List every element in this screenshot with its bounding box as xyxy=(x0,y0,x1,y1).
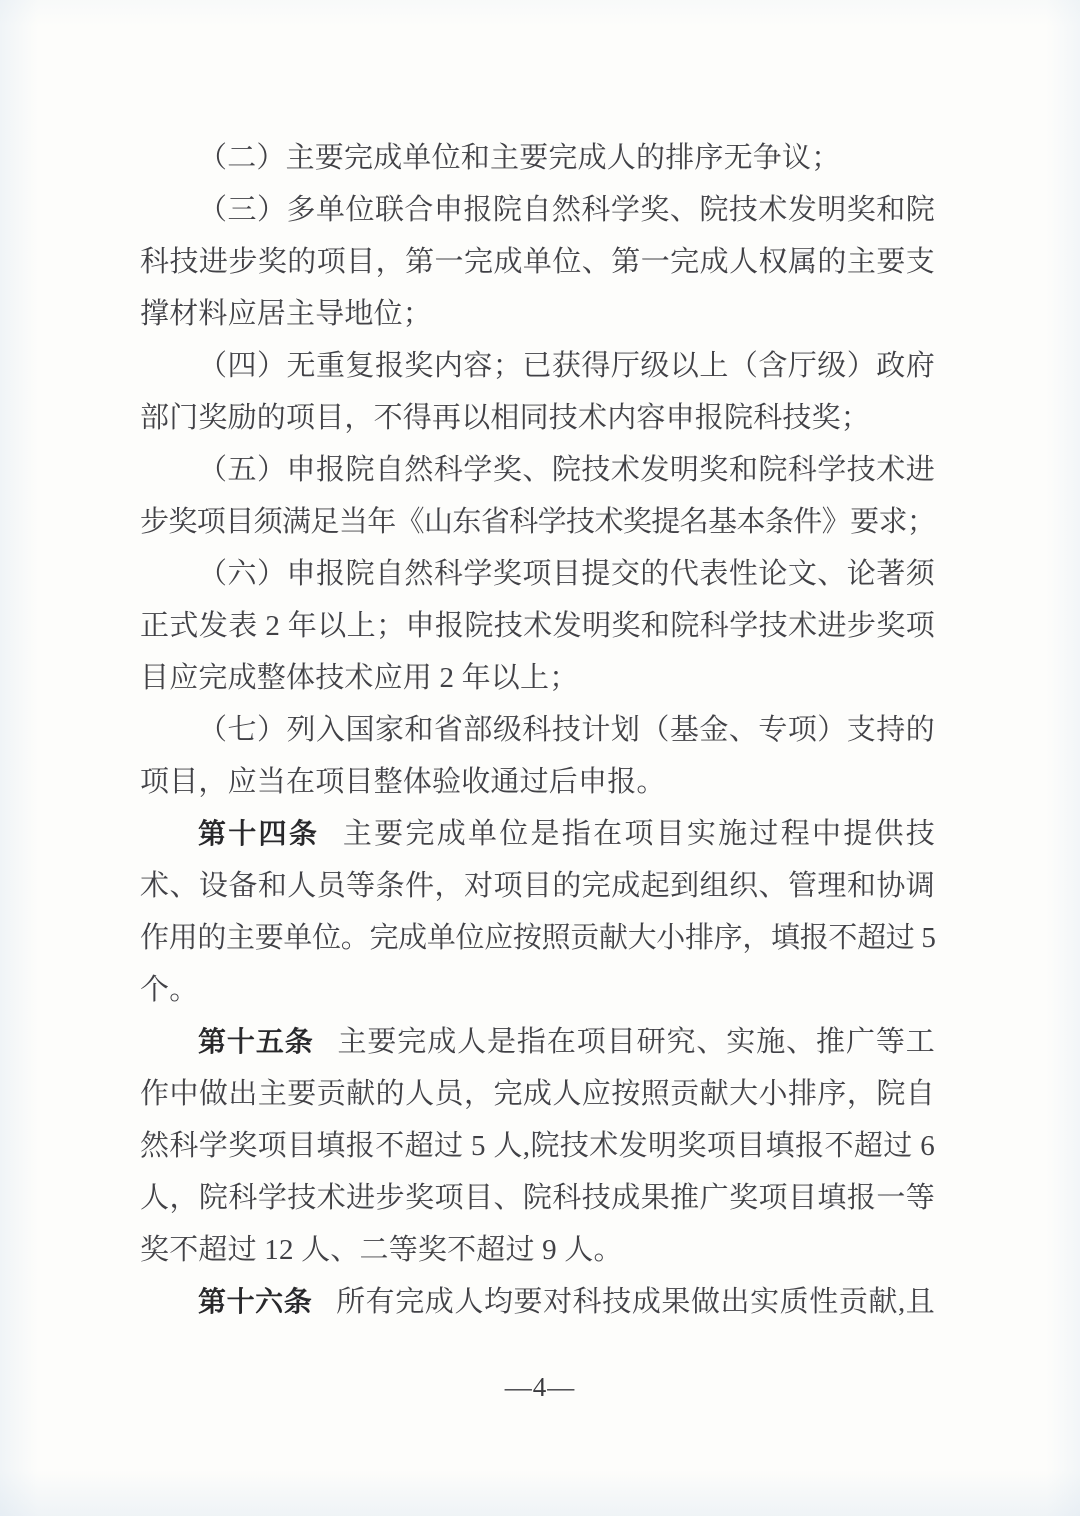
doc-line: 人，院科学技术进步奖项目、院科技成果推广奖项目填报一等 xyxy=(140,1182,935,1214)
doc-line: 作用的主要单位。完成单位应按照贡献大小排序，填报不超过 5 xyxy=(140,922,935,954)
doc-line: 然科学奖项目填报不超过 5 人,院技术发明奖项目填报不超过 6 xyxy=(140,1130,935,1162)
doc-line: （四）无重复报奖内容；已获得厅级以上（含厅级）政府 xyxy=(198,350,935,382)
doc-line: 奖不超过 12 人、二等奖不超过 9 人。 xyxy=(140,1234,623,1266)
doc-line-article-16 xyxy=(140,1276,935,1328)
doc-line-text: 所有完成人均要对科技成果做出实质性贡献,且 xyxy=(336,1286,935,1318)
doc-line: 作中做出主要贡献的人员，完成人应按照贡献大小排序，院自 xyxy=(140,1078,935,1110)
doc-line: （六）申报院自然科学奖项目提交的代表性论文、论著须 xyxy=(198,558,935,590)
doc-line-article-14 xyxy=(140,808,935,860)
doc-line-text: 主要完成单位是指在项目实施过程中提供技 xyxy=(342,818,935,850)
doc-line: （三）多单位联合申报院自然科学奖、院技术发明奖和院 xyxy=(198,194,935,226)
doc-line: 术、设备和人员等条件，对项目的完成起到组织、管理和协调 xyxy=(140,870,935,902)
doc-line: 正式发表 2 年以上；申报院技术发明奖和院科学技术进步奖项 xyxy=(140,610,935,642)
doc-line: （五）申报院自然科学奖、院技术发明奖和院科学技术进 xyxy=(198,454,935,486)
doc-line: 目应完成整体技术应用 2 年以上； xyxy=(140,662,579,694)
article-number: 第十六条 xyxy=(198,1286,313,1317)
doc-line: 部门奖励的项目，不得再以相同技术内容申报院科技奖； xyxy=(140,402,871,434)
page-number: —4— xyxy=(504,1372,576,1402)
doc-line: 科技进步奖的项目，第一完成单位、第一完成人权属的主要支 xyxy=(140,246,935,278)
document-body xyxy=(140,132,935,1328)
article-number: 第十五条 xyxy=(198,1026,314,1057)
doc-line-text: 主要完成人是指在项目研究、实施、推广等工 xyxy=(337,1026,935,1058)
doc-line: 个。 xyxy=(140,974,199,1006)
doc-line: （二）主要完成单位和主要完成人的排序无争议； xyxy=(198,142,841,174)
doc-line: 项目，应当在项目整体验收通过后申报。 xyxy=(140,766,666,798)
doc-line: 步奖项目须满足当年《山东省科学技术奖提名基本条件》要求； xyxy=(140,506,935,538)
article-number: 第十四条 xyxy=(198,818,320,849)
doc-line-article-15 xyxy=(140,1016,935,1068)
doc-line: 撑材料应居主导地位； xyxy=(140,298,433,330)
doc-line: （七）列入国家和省部级科技计划（基金、专项）支持的 xyxy=(198,714,935,746)
